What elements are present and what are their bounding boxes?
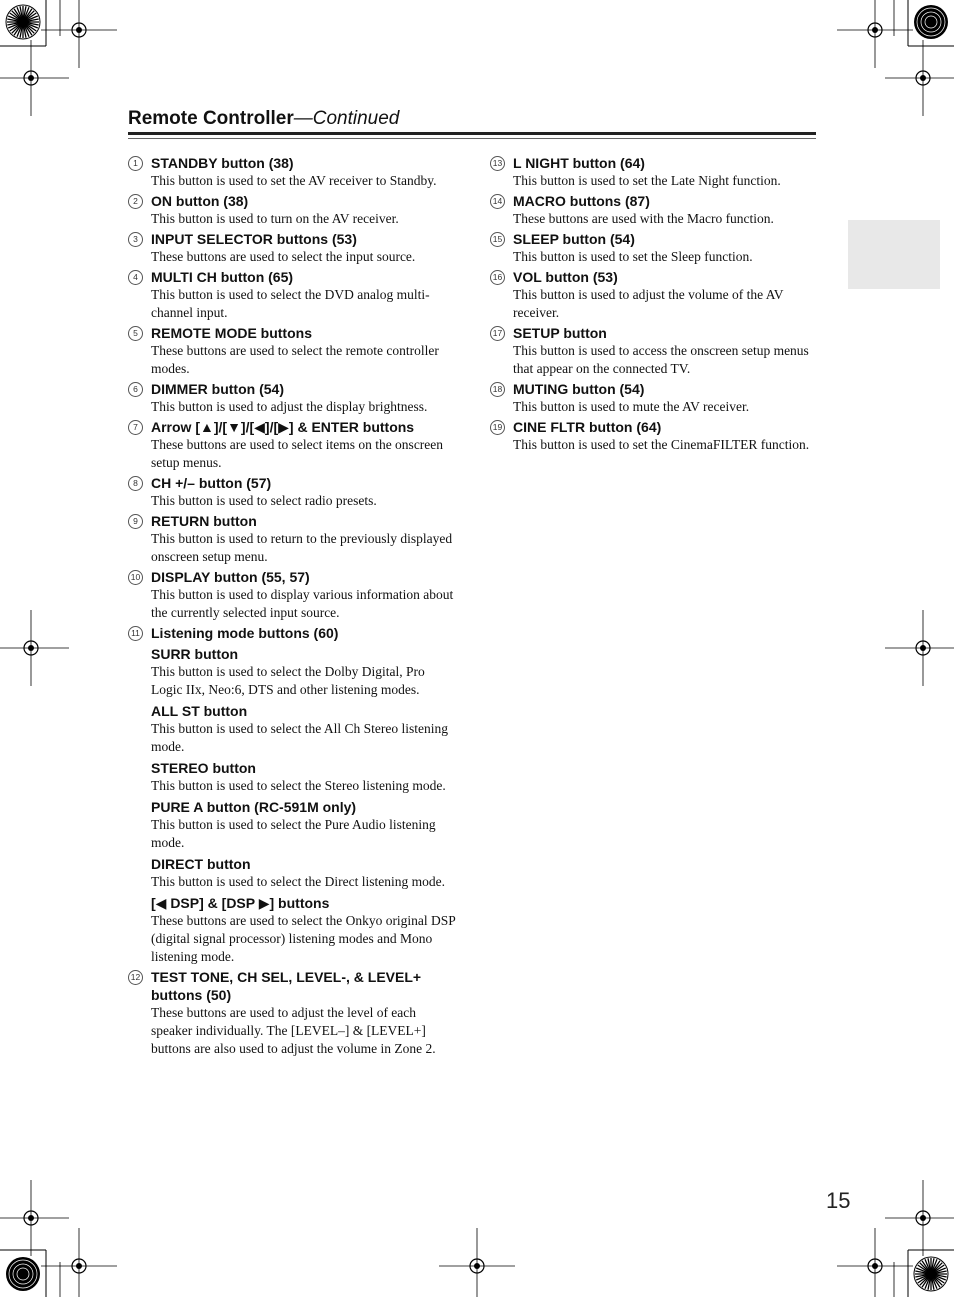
item-title: Listening mode buttons (60)	[151, 625, 339, 641]
sub-title: DIRECT button	[151, 856, 251, 872]
item-number: 11	[128, 626, 143, 641]
item-desc: This button is used to select radio presets.	[151, 493, 377, 508]
item-number: 14	[490, 194, 505, 209]
list-item	[128, 324, 458, 378]
item-title: MUTING button (54)	[513, 381, 645, 397]
list-item	[128, 230, 458, 266]
sub-title: [◀ DSP] & [DSP ▶] buttons	[151, 895, 330, 911]
item-title: CH +/– button (57)	[151, 475, 272, 491]
item-desc: This button is used to set the AV receiver to Standby.	[151, 173, 437, 188]
item-title: INPUT SELECTOR buttons (53)	[151, 231, 357, 247]
item-title: MACRO buttons (87)	[513, 193, 650, 209]
item-desc: These buttons are used to select the remote controller modes.	[151, 343, 439, 376]
item-number: 7	[128, 420, 143, 435]
item-number: 13	[490, 156, 505, 171]
item-desc: These buttons are used to select the input source.	[151, 249, 416, 264]
item-number: 19	[490, 420, 505, 435]
item-number: 15	[490, 232, 505, 247]
sub-desc: These buttons are used to select the Onkyo original DSP (digital signal processor) listening modes and Mono listening mode.	[151, 913, 456, 964]
sub-title: STEREO button	[151, 760, 256, 776]
list-item	[128, 968, 458, 1058]
item-title: DIMMER button (54)	[151, 381, 284, 397]
list-item	[128, 268, 458, 322]
item-number: 16	[490, 270, 505, 285]
sub-desc: This button is used to select the Stereo listening mode.	[151, 778, 446, 793]
sub-title: ALL ST button	[151, 703, 248, 719]
item-number: 1	[128, 156, 143, 171]
page-number: 15	[826, 1188, 851, 1213]
list-item	[490, 380, 816, 416]
list-item	[128, 624, 458, 966]
list-item	[490, 268, 816, 322]
sub-title: PURE A button (RC-591M only)	[151, 799, 357, 815]
side-tab	[848, 220, 940, 289]
item-number: 12	[128, 970, 143, 985]
item-desc: This button is used to adjust the volume of the AV receiver.	[513, 287, 784, 320]
item-number: 6	[128, 382, 143, 397]
item-desc: This button is used to mute the AV receiver.	[513, 399, 750, 414]
item-number: 18	[490, 382, 505, 397]
item-title: TEST TONE, CH SEL, LEVEL-, & LEVEL+ buttons (50)	[151, 969, 422, 1003]
item-title: STANDBY button (38)	[151, 155, 294, 171]
item-desc: These buttons are used to adjust the level of each speaker individually. The [LEVEL–] & [LEVEL+] buttons are also used to adjust the volume in Zone 2.	[151, 1005, 436, 1056]
list-item	[128, 154, 458, 190]
item-desc: This button is used to turn on the AV receiver.	[151, 211, 399, 226]
item-number: 3	[128, 232, 143, 247]
item-title: VOL button (53)	[513, 269, 618, 285]
item-desc: This button is used to return to the previously displayed onscreen setup menu.	[151, 531, 453, 564]
list-item	[490, 192, 816, 228]
item-desc: This button is used to display various information about the currently selected input source.	[151, 587, 454, 620]
list-item	[128, 474, 458, 510]
list-item	[490, 230, 816, 266]
item-number: 2	[128, 194, 143, 209]
item-desc: These buttons are used to select items on the onscreen setup menus.	[151, 437, 444, 470]
sub-desc: This button is used to select the Direct listening mode.	[151, 874, 445, 889]
item-number: 8	[128, 476, 143, 491]
page-title: Remote Controller	[128, 108, 294, 129]
sub-desc: This button is used to select the All Ch Stereo listening mode.	[151, 721, 448, 754]
sub-desc: This button is used to select the Pure Audio listening mode.	[151, 817, 436, 850]
list-item	[128, 380, 458, 416]
right-column	[490, 154, 816, 456]
list-item	[490, 418, 816, 454]
sub-desc: This button is used to select the Dolby Digital, Pro Logic IIx, Neo:6, DTS and other listening modes.	[151, 664, 425, 697]
item-desc: These buttons are used with the Macro function.	[513, 211, 774, 226]
item-title: SLEEP button (54)	[513, 231, 635, 247]
item-title: Arrow [▲]/[▼]/[◀]/[▶] & ENTER buttons	[151, 419, 415, 435]
continued-label: —Continued	[293, 108, 400, 129]
item-number: 17	[490, 326, 505, 341]
left-column	[128, 154, 458, 1060]
list-item	[128, 192, 458, 228]
item-number: 4	[128, 270, 143, 285]
item-title: L NIGHT button (64)	[513, 155, 645, 171]
list-item	[490, 324, 816, 378]
item-number: 10	[128, 570, 143, 585]
item-title: DISPLAY button (55, 57)	[151, 569, 310, 585]
list-item	[490, 154, 816, 190]
item-title: RETURN button	[151, 513, 257, 529]
list-item	[128, 512, 458, 566]
item-title: MULTI CH button (65)	[151, 269, 294, 285]
item-desc: This button is used to access the onscreen setup menus that appear on the connected TV.	[513, 343, 809, 376]
sub-title: SURR button	[151, 646, 239, 662]
list-item	[128, 418, 458, 472]
item-desc: This button is used to set the Late Night function.	[513, 173, 781, 188]
item-title: ON button (38)	[151, 193, 249, 209]
item-desc: This button is used to select the DVD analog multi-channel input.	[151, 287, 430, 320]
item-number: 5	[128, 326, 143, 341]
list-item	[128, 568, 458, 622]
item-desc: This button is used to adjust the display brightness.	[151, 399, 428, 414]
page-header	[128, 108, 816, 135]
item-title: REMOTE MODE buttons	[151, 325, 312, 341]
item-desc: This button is used to set the Sleep function.	[513, 249, 753, 264]
header-rule	[128, 138, 816, 139]
item-title: CINE FLTR button (64)	[513, 419, 662, 435]
item-title: SETUP button	[513, 325, 607, 341]
item-desc: This button is used to set the CinemaFILTER function.	[513, 437, 810, 452]
item-number: 9	[128, 514, 143, 529]
